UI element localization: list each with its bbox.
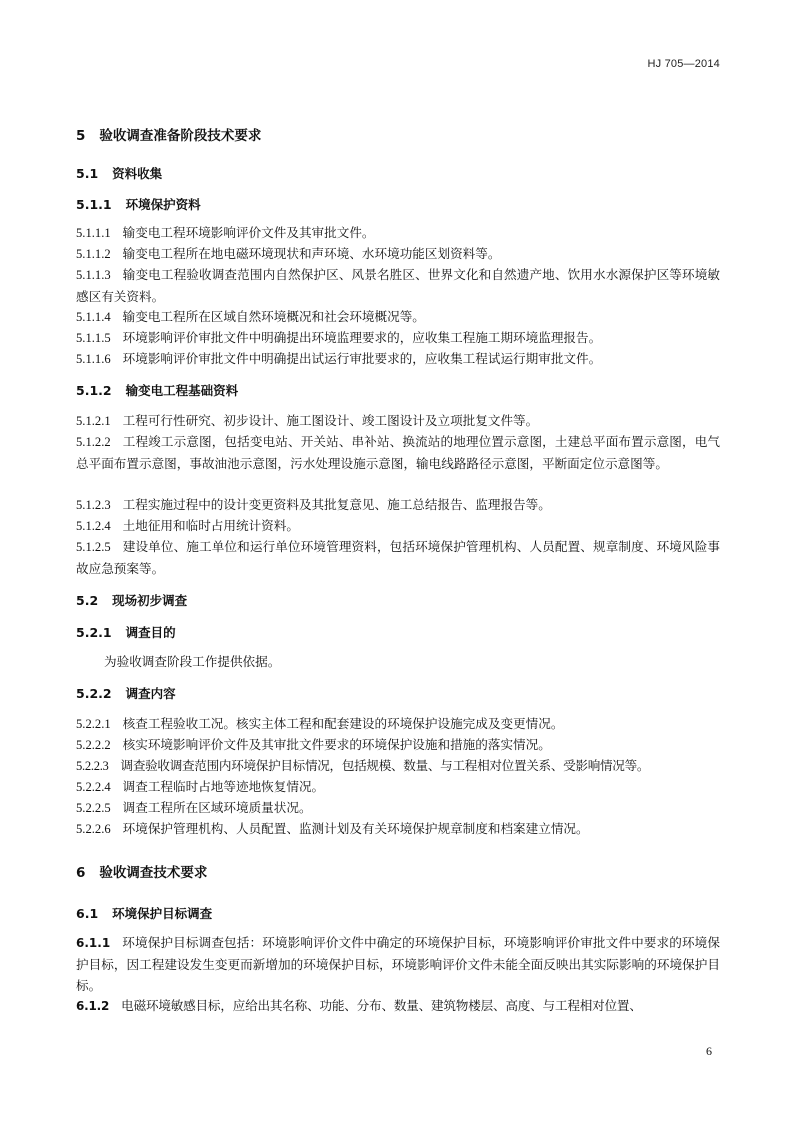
clause-5-1-1-4: 5.1.1.4 输变电工程所在区域自然环境概况和社会环境概况等。 [76,309,425,324]
clause-6-1-2: 6.1.2 电磁环境敏感目标，应给出其名称、功能、分布、数量、建筑物楼层、高度、与工程相对位置、 [76,998,642,1013]
clause-5-1-1-3: 5.1.1.3 输变电工程验收调查范围内自然保护区、风景名胜区、世界文化和自然遗产地、饮用水水源保护区等环境敏感区有关资料。 [76,267,720,304]
clause-5-2-2-3: 5.2.2.3 调查验收调查范围内环境保护目标情况，包括规模、数量、与工程相对位置关系、受影响情况等。 [76,758,650,773]
clause-5-1-2-5: 5.1.2.5 建设单位、施工单位和运行单位环境管理资料，包括环境保护管理机构、人员配置、规章制度、环境风险事故应急预案等。 [76,539,720,576]
heading-5: 5 验收调查准备阶段技术要求 [76,128,262,144]
heading-5-1-2: 5.1.2 输变电工程基础资料 [76,383,239,398]
clause-5-1-1-5: 5.1.1.5 环境影响评价审批文件中明确提出环境监理要求的，应收集工程施工期环境监理报告。 [76,330,602,345]
clause-5-1-1-2: 5.1.1.2 输变电工程所在地电磁环境现状和声环境、水环境功能区划资料等。 [76,246,501,261]
heading-5-2: 5.2 现场初步调查 [76,593,188,608]
clause-5-2-2-2: 5.2.2.2 核实环境影响评价文件及其审批文件要求的环境保护设施和措施的落实情况。 [76,737,551,752]
heading-5-1-1: 5.1.1 环境保护资料 [76,197,201,212]
clause-5-2-2-1: 5.2.2.1 核查工程验收工况。核实主体工程和配套建设的环境保护设施完成及变更情况。 [76,716,564,731]
heading-6: 6 验收调查技术要求 [76,865,208,881]
heading-5-2-1: 5.2.1 调查目的 [76,625,176,640]
clause-5-1-1-1: 5.1.1.1 输变电工程环境影响评价文件及其审批文件。 [76,225,375,240]
page-number: 6 [706,1044,712,1058]
clause-5-1-2-1: 5.1.2.1 工程可行性研究、初步设计、施工图设计、竣工图设计及立项批复文件等。 [76,413,539,428]
clause-5-2-2-4: 5.2.2.4 调查工程临时占地等迹地恢复情况。 [76,779,325,794]
standard-code: HJ 705—2014 [647,58,720,70]
paragraph-5-2-1: 为验收调查阶段工作提供依据。 [104,654,281,669]
heading-6-1: 6.1 环境保护目标调查 [76,906,213,921]
clause-5-1-2-4: 5.1.2.4 土地征用和临时占用统计资料。 [76,518,299,533]
clause-5-1-2-3: 5.1.2.3 工程实施过程中的设计变更资料及其批复意见、施工总结报告、监理报告等。 [76,497,551,512]
clause-5-2-2-5: 5.2.2.5 调查工程所在区域环境质量状况。 [76,800,312,815]
clause-5-2-2-6: 5.2.2.6 环境保护管理机构、人员配置、监测计划及有关环境保护规章制度和档案建立情况。 [76,821,589,836]
heading-5-1: 5.1 资料收集 [76,166,163,181]
heading-5-2-2: 5.2.2 调查内容 [76,686,176,701]
clause-6-1-1: 6.1.1 环境保护目标调查包括：环境影响评价文件中确定的环境保护目标，环境影响评价审批文件中要求的环境保护目标，因工程建设发生变更而新增加的环境保护目标，环境影响评价文件未能全面反映出其实际影响的环境保护目标。 [76,935,720,993]
clause-5-1-1-6: 5.1.1.6 环境影响评价审批文件中明确提出试运行审批要求的，应收集工程试运行期审批文件。 [76,351,602,366]
clause-5-1-2-2: 5.1.2.2 工程竣工示意图，包括变电站、开关站、串补站、换流站的地理位置示意图，土建总平面布置示意图，电气总平面布置示意图，事故油池示意图，污水处理设施示意图，输电线路路径示意图，平断面定位示意图等。 [76,434,720,471]
